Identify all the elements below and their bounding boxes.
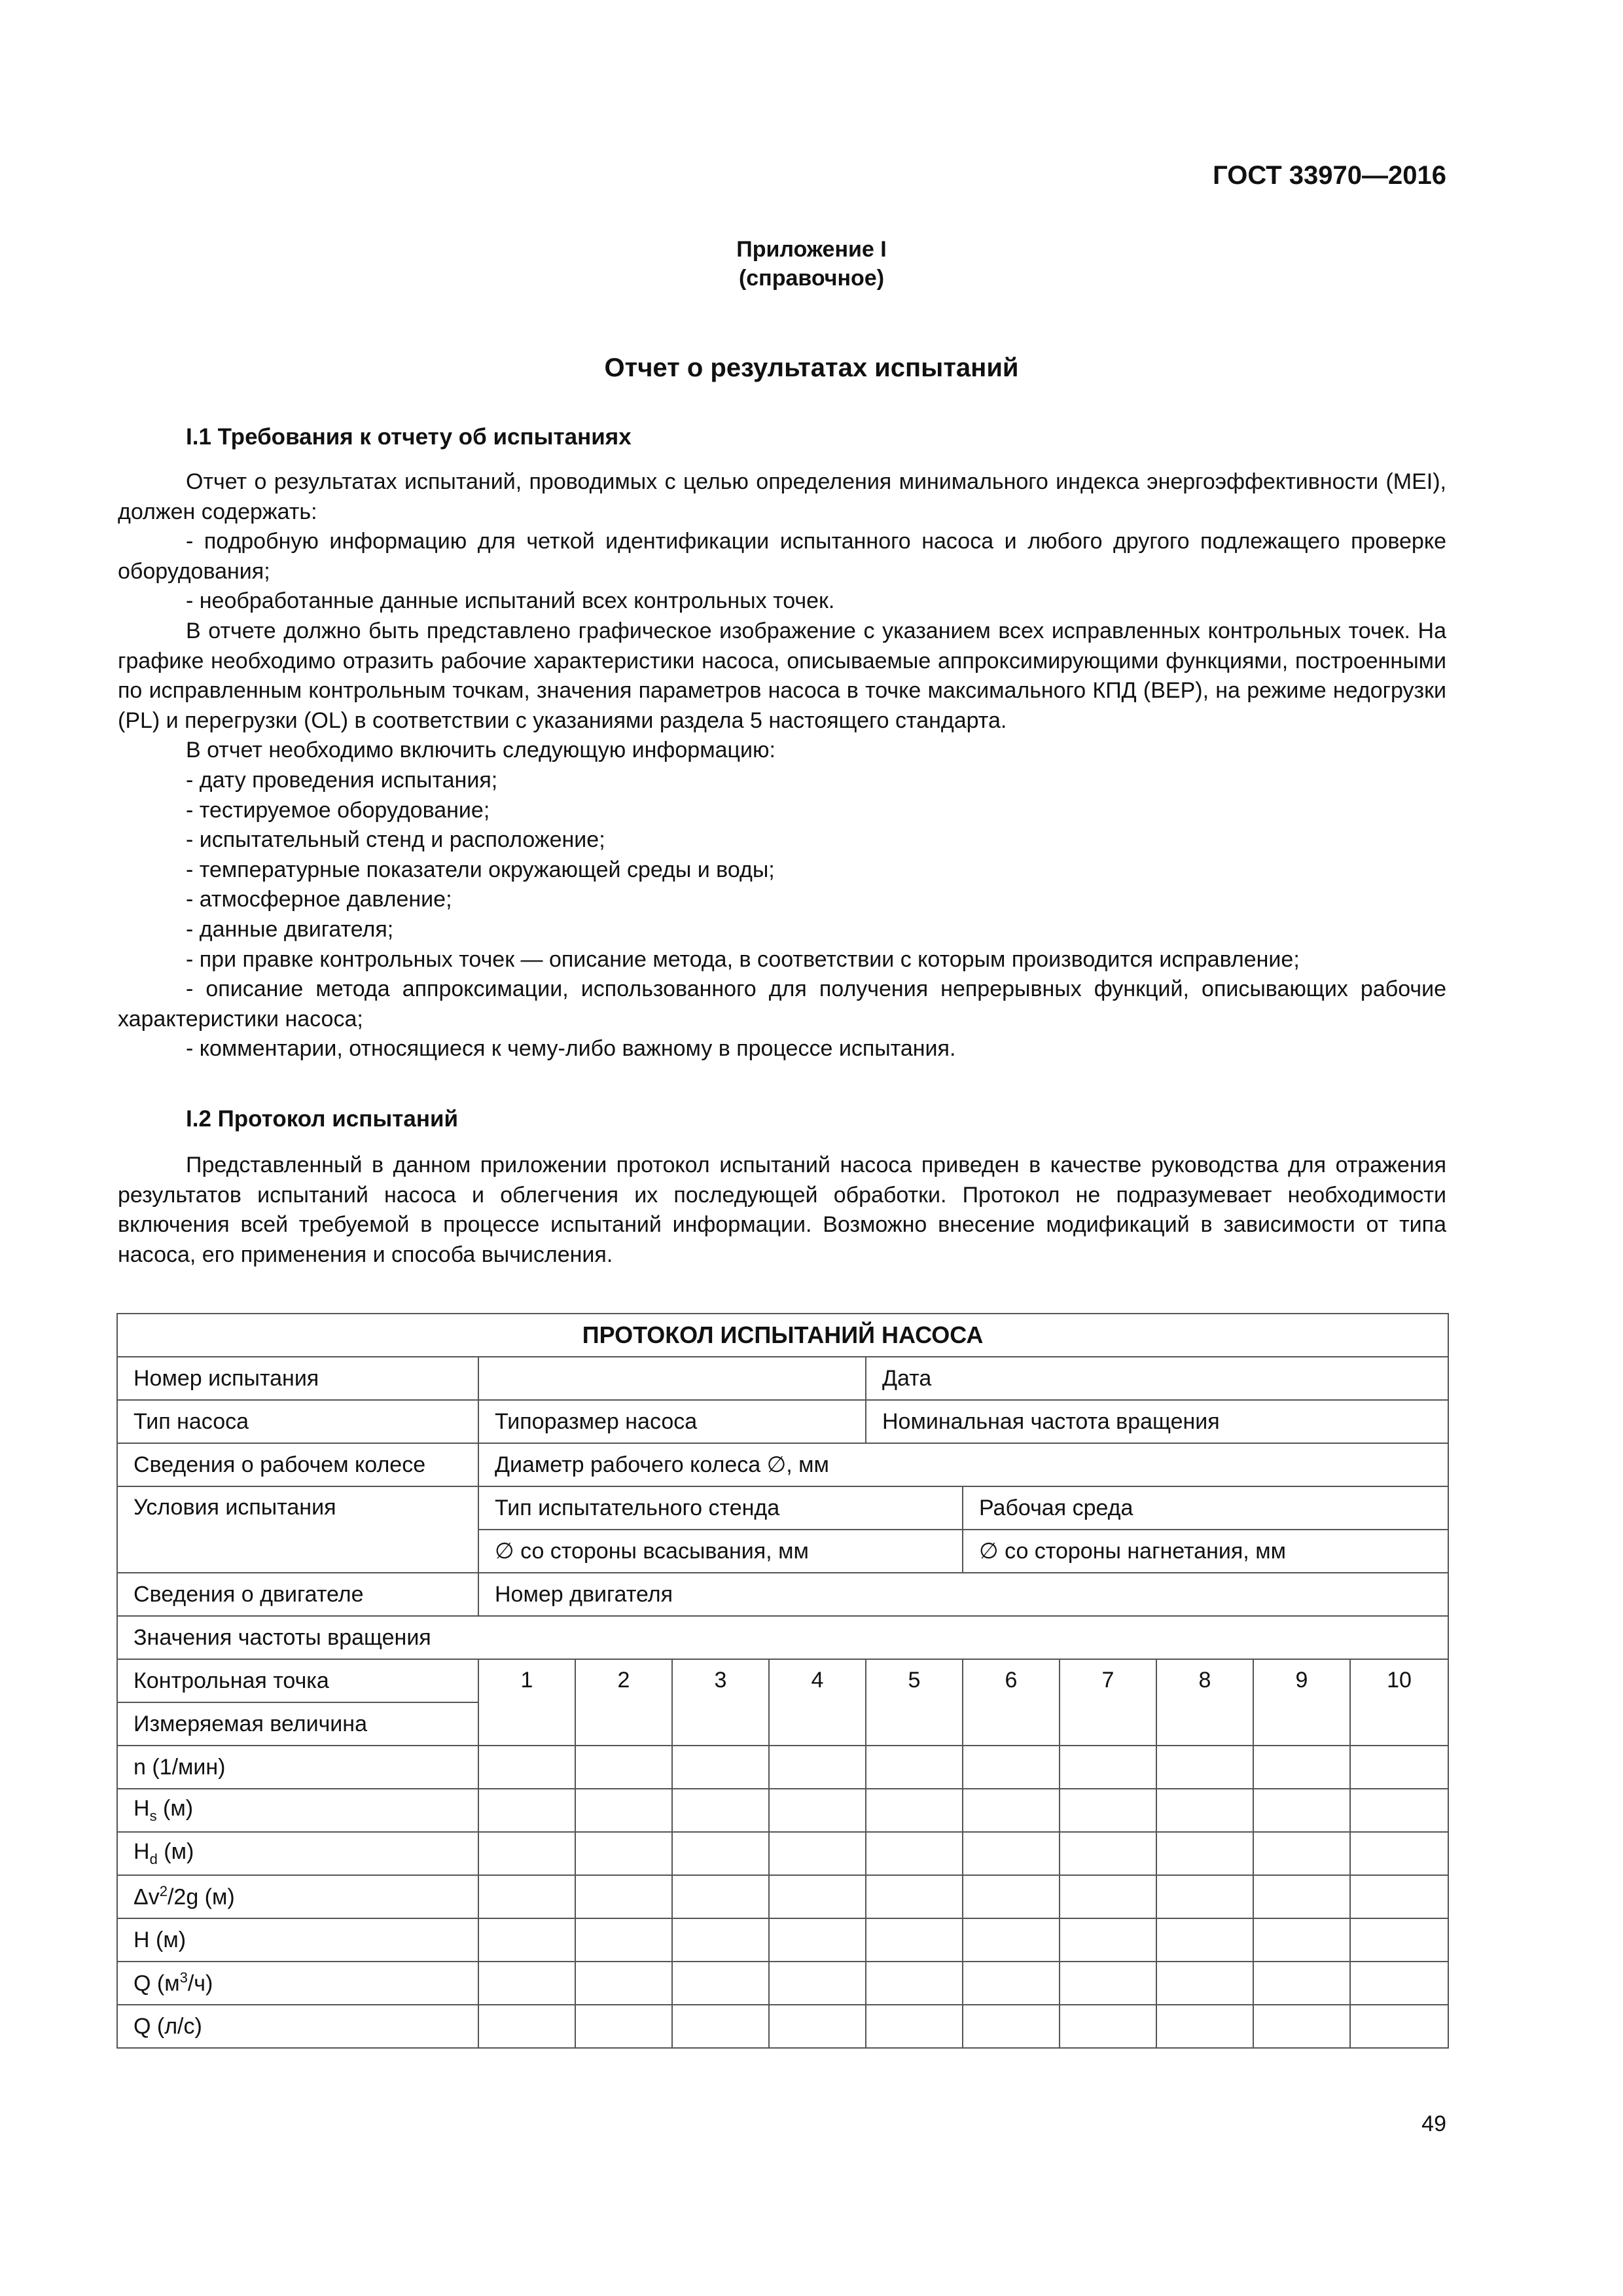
test-number-label: Номер испытания — [117, 1357, 478, 1400]
table-cell — [1060, 1746, 1156, 1789]
point-number: 7 — [1060, 1659, 1156, 1746]
point-number: 1 — [478, 1659, 575, 1746]
table-cell — [672, 1789, 769, 1832]
table-cell — [1253, 1875, 1350, 1918]
table-cell — [1060, 1789, 1156, 1832]
table-cell — [769, 2005, 866, 2048]
table-cell — [963, 1962, 1060, 2005]
table-cell — [1060, 2005, 1156, 2048]
table-cell — [1350, 1875, 1448, 1918]
point-number: 4 — [769, 1659, 866, 1746]
pump-size-label: Типоразмер насоса — [478, 1400, 866, 1443]
control-point-label: Контрольная точка — [117, 1659, 478, 1702]
point-number: 10 — [1350, 1659, 1448, 1746]
point-number: 3 — [672, 1659, 769, 1746]
list-item: - атмосферное давление; — [186, 887, 452, 912]
nominal-speed-label: Номинальная частота вращения — [866, 1400, 1448, 1443]
paragraph: Представленный в данном приложении протокол испытаний насоса приведен в качестве руководства для отражения результатов испытаний насоса и облегчения их последующей обработки. Протокол не подразумевает необходимости включения всей требуемой в процессе испытаний информации. Возможно внесение модификаций в зависимости от типа насоса, его применения и способа вычисления. — [118, 1153, 1446, 1267]
point-number: 8 — [1156, 1659, 1253, 1746]
test-conditions-label: Условия испытания — [117, 1486, 478, 1573]
table-cell — [1060, 1962, 1156, 2005]
table-cell — [1060, 1918, 1156, 1962]
table-cell — [672, 1832, 769, 1875]
speed-values-label: Значения частоты вращения — [117, 1616, 1448, 1659]
section-heading-i1: I.1 Требования к отчету об испытаниях — [186, 424, 632, 450]
table-cell — [478, 1832, 575, 1875]
table-cell — [1156, 1832, 1253, 1875]
table-cell — [1350, 1918, 1448, 1962]
discharge-diameter-label: ∅ со стороны нагнетания, мм — [963, 1530, 1448, 1573]
table-cell — [1060, 1832, 1156, 1875]
table-cell — [866, 1789, 963, 1832]
table-cell — [1253, 1832, 1350, 1875]
point-number: 2 — [575, 1659, 672, 1746]
quantity-label: $\Delta v^2/2g$ (м) — [117, 1875, 478, 1918]
quantity-label: H (м) — [117, 1918, 478, 1962]
list-item: - комментарии, относящиеся к чему-либо важному в процессе испытания. — [186, 1036, 956, 1062]
motor-number-label: Номер двигателя — [478, 1573, 1448, 1616]
impeller-diameter-label: Диаметр рабочего колеса ∅, мм — [478, 1443, 1448, 1486]
standard-number: ГОСТ 33970—2016 — [1213, 161, 1446, 190]
table-cell — [1156, 1789, 1253, 1832]
table-cell — [769, 1875, 866, 1918]
table-cell — [478, 1746, 575, 1789]
table-cell — [478, 1918, 575, 1962]
quantity-label: Q (л/с) — [117, 2005, 478, 2048]
table-cell — [478, 1962, 575, 2005]
measured-value-label: Измеряемая величина — [117, 1702, 478, 1746]
table-cell — [1350, 2005, 1448, 2048]
page-number: 49 — [1421, 2111, 1446, 2136]
table-cell — [1350, 1962, 1448, 2005]
table-cell — [866, 2005, 963, 2048]
date-label: Дата — [866, 1357, 1448, 1400]
table-cell — [1253, 1918, 1350, 1962]
list-item: - данные двигателя; — [186, 916, 394, 942]
table-row — [117, 1832, 1448, 1875]
table-cell — [478, 2005, 575, 2048]
page-title: Отчет о результатах испытаний — [604, 353, 1019, 382]
table-cell — [575, 2005, 672, 2048]
pump-type-label: Тип насоса — [117, 1400, 478, 1443]
table-cell — [1156, 1875, 1253, 1918]
table-cell — [1350, 1832, 1448, 1875]
table-cell — [1253, 1962, 1350, 2005]
table-cell — [1350, 1746, 1448, 1789]
table-row — [117, 1746, 1448, 1789]
table-cell — [575, 1789, 672, 1832]
quantity-label: $H_s$ (м) — [117, 1789, 478, 1832]
list-item: - дату проведения испытания; — [186, 767, 498, 793]
paragraph: Отчет о результатах испытаний, проводимых с целью определения минимального индекса энергоэффективности (MEI), должен содержать: — [118, 469, 1446, 524]
table-cell — [866, 1918, 963, 1962]
list-item: - при правке контрольных точек — описание метода, в соответствии с которым производится исправление; — [186, 946, 1300, 972]
table-cell — [1156, 1746, 1253, 1789]
section-i1-body — [118, 467, 1446, 1064]
table-cell — [575, 1962, 672, 2005]
working-medium-label: Рабочая среда — [963, 1486, 1448, 1530]
quantity-label: Q $(м^3/ч)$ — [117, 1962, 478, 2005]
table-cell — [1253, 1789, 1350, 1832]
list-item: - подробную информацию для четкой идентификации испытанного насоса и любого другого подлежащего проверке оборудования; — [118, 529, 1446, 584]
table-cell — [866, 1962, 963, 2005]
suction-diameter-label: ∅ со стороны всасывания, мм — [478, 1530, 963, 1573]
list-item: - описание метода аппроксимации, использованного для получения непрерывных функций, описывающих рабочие характеристики насоса; — [118, 977, 1446, 1031]
protocol-table — [116, 1313, 1449, 2049]
table-cell — [963, 2005, 1060, 2048]
table-cell — [672, 1746, 769, 1789]
table-cell — [769, 1832, 866, 1875]
table-cell — [1350, 1789, 1448, 1832]
table-cell — [1156, 1962, 1253, 2005]
table-cell — [769, 1789, 866, 1832]
section-heading-i2: I.2 Протокол испытаний — [186, 1106, 459, 1132]
table-cell — [963, 1746, 1060, 1789]
paragraph: В отчете должно быть представлено графическое изображение с указанием всех исправленных контрольных точек. На графике необходимо отразить рабочие характеристики насоса, описываемые аппроксимирующими функциями, построенными по исправленным контрольным точкам, значения параметров насоса в точке максимального КПД (BEP), на режиме недогрузки (PL) и перегрузки (OL) в соответствии с указаниями раздела 5 настоящего стандарта. — [118, 618, 1446, 733]
table-row — [117, 1875, 1448, 1918]
table-cell — [478, 1875, 575, 1918]
table-cell — [1060, 1875, 1156, 1918]
table-cell — [672, 1918, 769, 1962]
table-cell — [769, 1746, 866, 1789]
table-cell — [1156, 1918, 1253, 1962]
list-item: - тестируемое оборудование; — [186, 797, 490, 823]
table-cell — [866, 1746, 963, 1789]
table-cell — [1156, 2005, 1253, 2048]
paragraph: В отчет необходимо включить следующую информацию: — [186, 738, 776, 763]
table-cell — [575, 1875, 672, 1918]
list-item: - необработанные данные испытаний всех контрольных точек. — [186, 588, 835, 614]
table-cell — [478, 1789, 575, 1832]
appendix-type: (справочное) — [738, 266, 885, 291]
table-row — [117, 1918, 1448, 1962]
table-cell — [672, 1962, 769, 2005]
table-cell — [672, 1875, 769, 1918]
table-cell — [1253, 1746, 1350, 1789]
test-stand-type-label: Тип испытательного стенда — [478, 1486, 963, 1530]
table-cell — [963, 1832, 1060, 1875]
table-cell — [1253, 2005, 1350, 2048]
table-cell — [672, 2005, 769, 2048]
table-cell — [866, 1875, 963, 1918]
table-cell — [963, 1875, 1060, 1918]
test-number-value — [478, 1357, 866, 1400]
table-cell — [963, 1918, 1060, 1962]
table-row — [117, 2005, 1448, 2048]
point-number: 9 — [1253, 1659, 1350, 1746]
table-cell — [769, 1962, 866, 2005]
table-cell — [575, 1746, 672, 1789]
list-item: - испытательный стенд и расположение; — [186, 827, 605, 853]
section-i2-body — [118, 1151, 1446, 1270]
appendix-label: Приложение I — [736, 237, 887, 262]
motor-info-label: Сведения о двигателе — [117, 1573, 478, 1616]
point-number: 5 — [866, 1659, 963, 1746]
table-cell — [866, 1832, 963, 1875]
quantity-label: n (1/мин) — [117, 1746, 478, 1789]
protocol-title: ПРОТОКОЛ ИСПЫТАНИЙ НАСОСА — [117, 1314, 1448, 1357]
table-cell — [963, 1789, 1060, 1832]
list-item: - температурные показатели окружающей среды и воды; — [186, 857, 775, 882]
quantity-label: $H_d$ (м) — [117, 1832, 478, 1875]
table-row — [117, 1962, 1448, 2005]
point-number: 6 — [963, 1659, 1060, 1746]
table-cell — [769, 1918, 866, 1962]
table-row — [117, 1789, 1448, 1832]
table-cell — [575, 1918, 672, 1962]
impeller-info-label: Сведения о рабочем колесе — [117, 1443, 478, 1486]
table-cell — [575, 1832, 672, 1875]
